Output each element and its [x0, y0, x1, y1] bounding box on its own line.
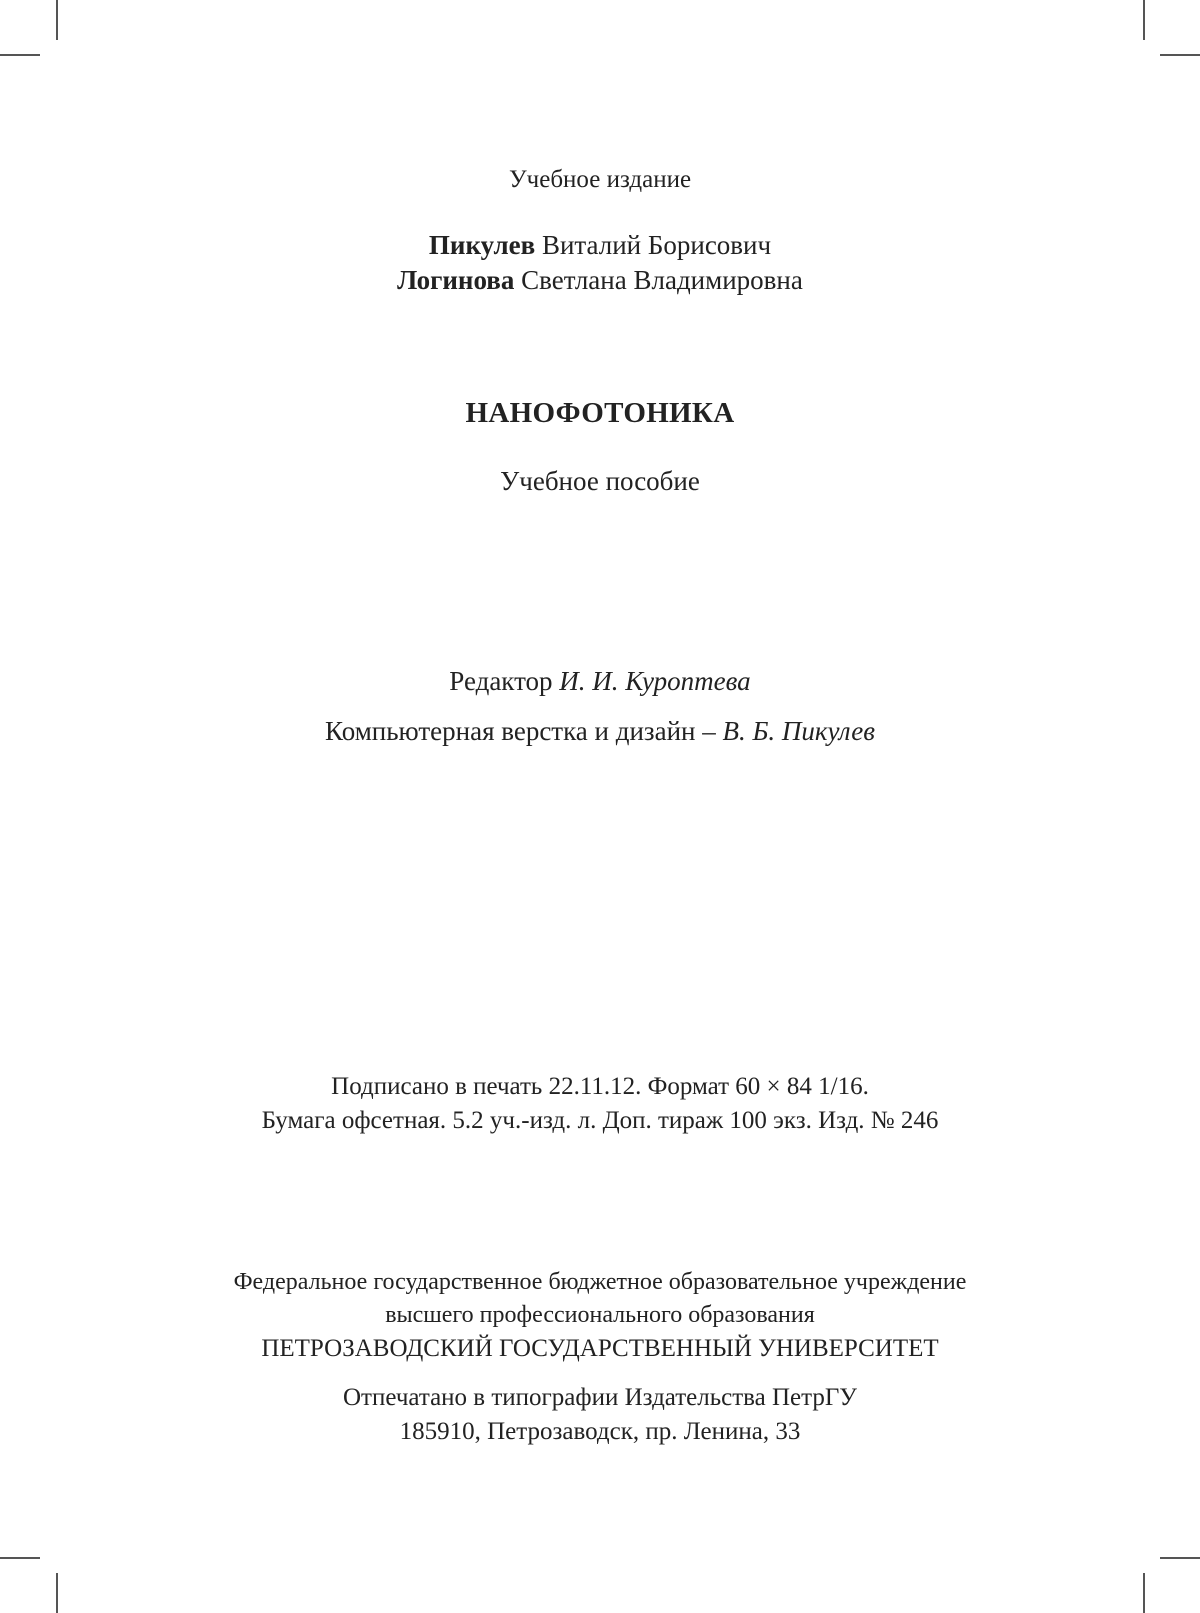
editor-line [0, 668, 1200, 695]
author-2-surname: Логинова [397, 265, 515, 295]
printer-line-1: Отпечатано в типографии Издательства ПетрГУ [342, 1384, 858, 1411]
crop-mark-bottom-left-horizontal [0, 1557, 40, 1559]
institution-line-1: Федеральное государственное бюджетное образовательное учреждение [233, 1269, 967, 1295]
author-1-surname: Пикулев [428, 230, 536, 260]
crop-mark-top-left-vertical [56, 0, 58, 40]
institution-name: ПЕТРОЗАВОДСКИЙ ГОСУДАРСТВЕННЫЙ УНИВЕРСИТЕТ [261, 1335, 939, 1362]
layout-label: Компьютерная верстка и дизайн – [325, 716, 716, 746]
crop-mark-top-left-horizontal [0, 54, 40, 56]
crop-mark-top-right-horizontal [1160, 54, 1200, 56]
layout-line [0, 718, 1200, 745]
edition-type: Учебное издание [508, 166, 692, 193]
book-title: НАНОФОТОНИКА [465, 397, 735, 429]
layout-name: В. Б. Пикулев [722, 716, 875, 746]
print-info-line-2: Бумага офсетная. 5.2 уч.-изд. л. Доп. тираж 100 экз. Изд. № 246 [261, 1107, 939, 1134]
author-line-2 [0, 267, 1200, 294]
crop-mark-top-right-vertical [1143, 0, 1145, 40]
editor-name: И. И. Куроптева [559, 666, 751, 696]
author-line-1 [0, 232, 1200, 259]
crop-mark-bottom-left-vertical [56, 1573, 58, 1613]
crop-mark-bottom-right-horizontal [1160, 1557, 1200, 1559]
book-subtitle: Учебное пособие [500, 466, 700, 496]
author-1-name: Виталий Борисович [541, 230, 772, 260]
institution-line-2: высшего профессионального образования [385, 1302, 815, 1328]
print-info-line-1: Подписано в печать 22.11.12. Формат 60 × 84 1/16. [331, 1073, 869, 1100]
author-2-name: Светлана Владимировна [521, 265, 803, 295]
printer-address: 185910, Петрозаводск, пр. Ленина, 33 [399, 1418, 801, 1445]
crop-mark-bottom-right-vertical [1143, 1573, 1145, 1613]
editor-label: Редактор [449, 666, 553, 696]
